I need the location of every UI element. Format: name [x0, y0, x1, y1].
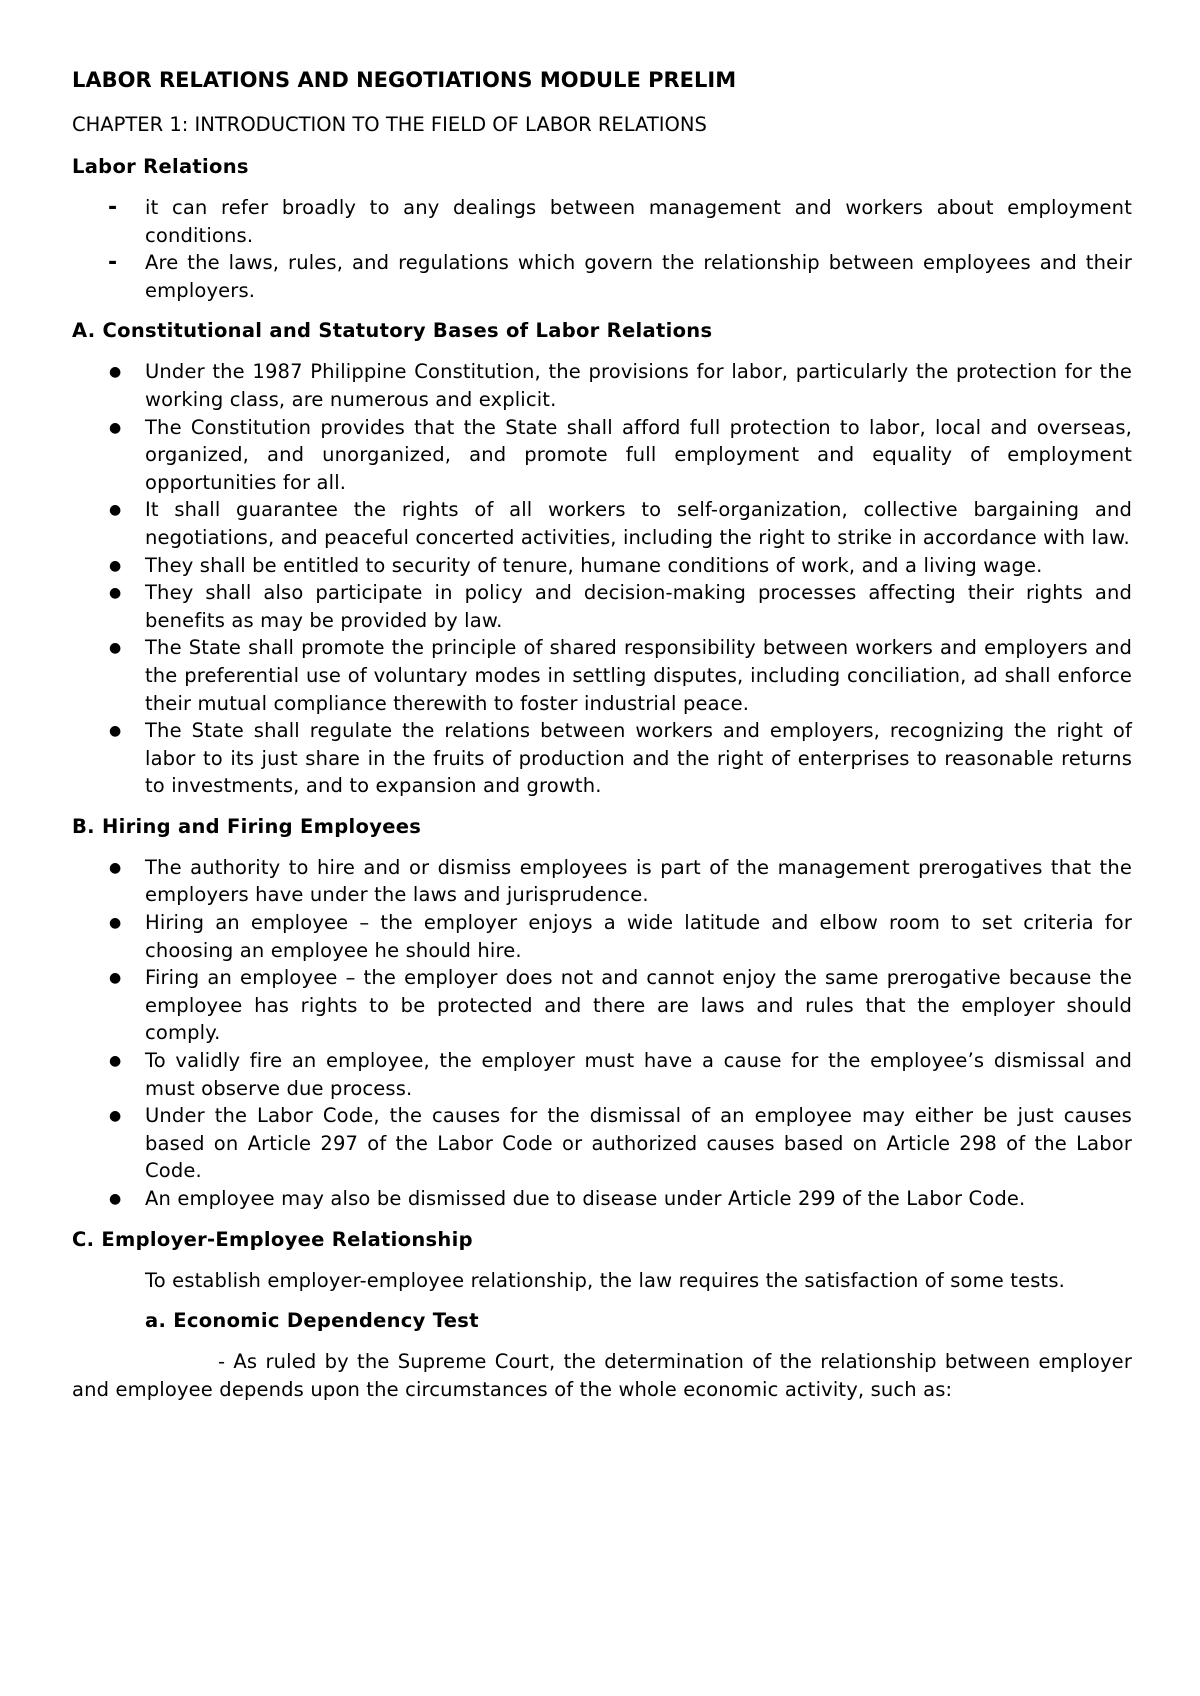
bullet-marker: ●	[109, 419, 122, 436]
list-item: ● The State shall promote the principle of shared responsibility between workers and employers and the preferential use of voluntary modes in settling disputes, including conciliation, ad shall enforce their mutual compliance therewith to foster industrial peace.	[109, 636, 1132, 715]
bullet-marker: ●	[109, 640, 122, 657]
section-b-heading: B. Hiring and Firing Employees	[72, 814, 422, 838]
bullet-marker: ●	[109, 502, 122, 519]
list-item: ● The State shall regulate the relations between workers and employers, recognizing the right of labor to its just share in the fruits of production and the right of enterprises to reasonable returns to investments, and to expansion and growth.	[109, 719, 1132, 798]
list-item: ● Under the Labor Code, the causes for the dismissal of an employee may either be just causes based on Article 297 of the Labor Code or authorized causes based on Article 298 of the Labor Code.	[109, 1104, 1132, 1183]
section-c-heading: C. Employer-Employee Relationship	[72, 1227, 473, 1251]
list-item: ● It shall guarantee the rights of all workers to self-organization, collective bargaining and negotiations, and peaceful concerted activities, including the right to strike in accordance with law.	[109, 498, 1132, 549]
document-title: LABOR RELATIONS AND NEGOTIATIONS MODULE PRELIM	[72, 68, 737, 92]
bullet-marker: ●	[109, 915, 122, 932]
section-c-intro: To establish employer-employee relationship, the law requires the satisfaction of some tests.	[145, 1268, 1065, 1292]
bullet-marker: ●	[109, 970, 122, 987]
bullet-marker: ●	[109, 557, 122, 574]
list-item: ● Under the 1987 Philippine Constitution, the provisions for labor, particularly the protection for the working class, are numerous and explicit.	[109, 360, 1132, 411]
list-item: ● They shall be entitled to security of tenure, humane conditions of work, and a living wage.	[72, 552, 1132, 580]
bullet-marker: ●	[109, 1108, 122, 1125]
list-item: ● They shall also participate in policy and decision-making processes affecting their rights and benefits as may be provided by law.	[109, 581, 1132, 632]
section-a-heading: A. Constitutional and Statutory Bases of Labor Relations	[72, 319, 713, 343]
section-b-list	[72, 854, 1132, 1213]
bullet-marker: ●	[109, 723, 122, 740]
bullet-marker: ●	[109, 1191, 122, 1207]
economic-dependency-heading: a. Economic Dependency Test	[145, 1309, 479, 1333]
document-page	[72, 66, 1132, 1403]
section-a-list	[72, 358, 1132, 800]
list-item: ● Firing an employee – the employer does not and cannot enjoy the same prerogative because the employee has rights to be protected and there are laws and rules that the employer should comply.	[109, 966, 1132, 1045]
bullet-marker: ●	[109, 585, 122, 602]
dash-marker: -	[108, 250, 118, 276]
bullet-marker: ●	[109, 364, 122, 381]
list-item: ● To validly fire an employee, the employer must have a cause for the employee’s dismissal and must observe due process.	[109, 1049, 1132, 1100]
labor-relations-heading: Labor Relations	[72, 155, 249, 178]
list-item: ● Hiring an employee – the employer enjoys a wide latitude and elbow room to set criteria for choosing an employee he should hire.	[109, 911, 1132, 962]
labor-relations-list	[72, 194, 1132, 304]
bullet-marker: ●	[109, 859, 122, 876]
list-item: ● The Constitution provides that the State shall afford full protection to labor, local and overseas, organized, and unorganized, and promote full employment and equality of employment opportunities for all.	[109, 415, 1132, 494]
bullet-marker: ●	[109, 1053, 122, 1070]
chapter-title: CHAPTER 1: INTRODUCTION TO THE FIELD OF LABOR RELATIONS	[72, 113, 707, 136]
economic-dependency-text: - As ruled by the Supreme Court, the determination of the relationship between employer and employee depends upon the circumstances of the whole economic activity, such as:	[72, 1350, 1132, 1401]
list-item: ● The authority to hire and or dismiss employees is part of the management prerogatives that the employers have under the laws and jurisprudence.	[109, 855, 1132, 907]
list-item: - Are the laws, rules, and regulations which govern the relationship between employees and their employers.	[108, 250, 1132, 302]
dash-marker: -	[108, 195, 118, 220]
list-item: ● An employee may also be dismissed due to disease under Article 299 of the Labor Code.	[72, 1185, 1132, 1213]
list-item: - it can refer broadly to any dealings between management and workers about employment conditions.	[108, 195, 1132, 247]
